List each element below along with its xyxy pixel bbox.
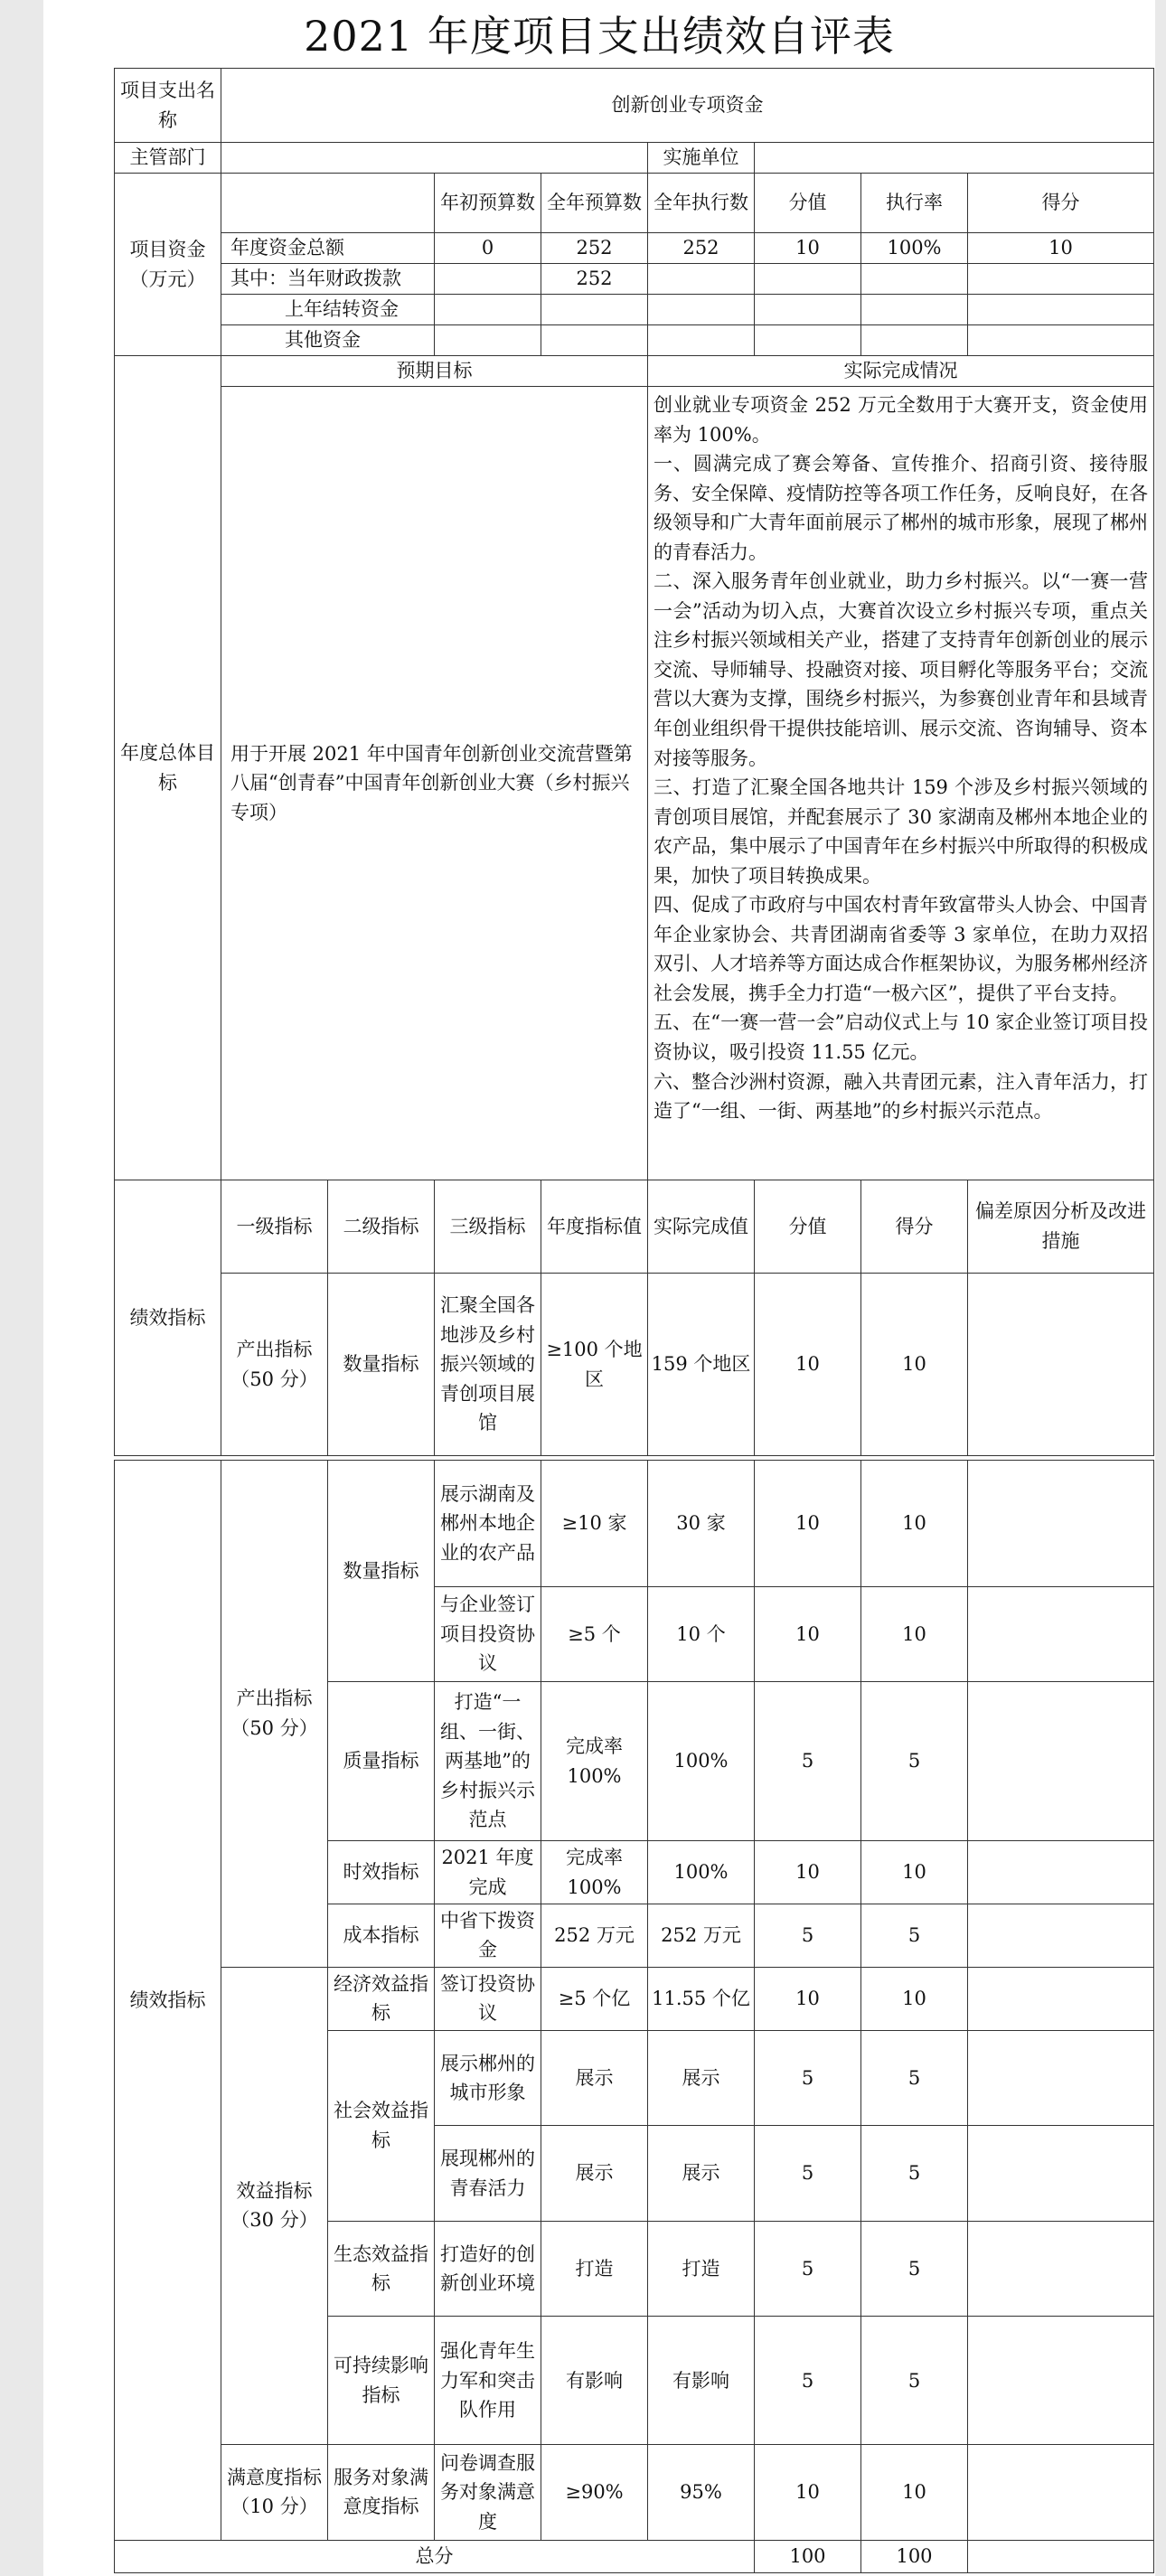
perf-target: ≥90% [541, 2445, 648, 2541]
performance-table-2 [114, 1460, 1154, 2573]
perf-deviation [968, 1904, 1154, 1967]
dept-value [221, 143, 648, 174]
funds-cell [648, 264, 755, 295]
funds-cell: 252 [541, 264, 648, 295]
perf2-label: 绩效指标 [115, 1461, 221, 2541]
funds-cell [861, 295, 968, 325]
perf-target: ≥5 个 [541, 1586, 648, 1682]
perf-header: 二级指标 [328, 1180, 435, 1274]
perf-actual: 30 家 [648, 1461, 755, 1587]
perf-score: 10 [755, 1967, 861, 2030]
funds-cell [755, 264, 861, 295]
total-got: 100 [861, 2540, 968, 2572]
funds-cell: 252 [648, 233, 755, 264]
performance-table-1 [114, 1180, 1154, 1456]
perf-target: 252 万元 [541, 1904, 648, 1967]
funds-row-label: 年度资金总额 [221, 233, 435, 264]
page-title: 2021 年度项目支出绩效自评表 [304, 12, 895, 61]
perf-target: ≥10 家 [541, 1461, 648, 1587]
perf-l3: 打造好的创新创业环境 [435, 2221, 541, 2317]
perf-got: 10 [861, 1461, 968, 1587]
perf-actual: 展示 [648, 2030, 755, 2126]
perf-score: 5 [755, 1904, 861, 1967]
perf-got: 5 [861, 2126, 968, 2222]
funds-row-label: 其中：当年财政拨款 [221, 264, 435, 295]
perf-l3: 打造“一组、一街、两基地”的乡村振兴示范点 [435, 1682, 541, 1841]
perf-actual: 159 个地区 [648, 1274, 755, 1456]
total-label: 总分 [115, 2540, 755, 2572]
funds-cell: 0 [435, 233, 541, 264]
perf-got: 10 [861, 1840, 968, 1904]
actual-completion-text [648, 387, 1154, 1180]
funds-header-blank [221, 174, 435, 233]
perf-header: 三级指标 [435, 1180, 541, 1274]
perf-actual: 95% [648, 2445, 755, 2541]
perf-target: 完成率100% [541, 1840, 648, 1904]
perf-l3: 2021 年度完成 [435, 1840, 541, 1904]
funds-cell [435, 264, 541, 295]
perf-l3: 签订投资协议 [435, 1967, 541, 2030]
perf-l3: 问卷调查服务对象满意度 [435, 2445, 541, 2541]
impl-label: 实施单位 [648, 143, 755, 174]
actual-paragraph: 二、深入服务青年创业就业，助力乡村振兴。以“一赛一营一会”活动为切入点，大赛首次设立乡村振兴专项，重点关注乡村振兴领域相关产业，搭建了支持青年创新创业的展示交流、导师辅导、投融资对接、项目孵化等服务平台；交流营以大赛为支撑，围绕乡村振兴，为参赛创业青年和县域青年创业组织骨干提供技能培训、展示交流、咨询辅导、资本对接等服务。 [654, 570, 1148, 769]
perf-score: 5 [755, 2126, 861, 2222]
perf-score: 5 [755, 2221, 861, 2317]
summary-table [114, 68, 1154, 1180]
perf-deviation [968, 2445, 1154, 2541]
funds-cell: 10 [755, 233, 861, 264]
funds-cell [648, 325, 755, 356]
project-name-value: 创新创业专项资金 [221, 69, 1154, 143]
perf-score: 10 [755, 1840, 861, 1904]
perf-score: 5 [755, 2317, 861, 2445]
perf-actual: 有影响 [648, 2317, 755, 2445]
funds-cell: 100% [861, 233, 968, 264]
perf-l2: 时效指标 [328, 1840, 435, 1904]
perf-got: 5 [861, 1682, 968, 1841]
perf-target: 展示 [541, 2126, 648, 2222]
perf-actual: 展示 [648, 2126, 755, 2222]
perf-l2: 服务对象满意度指标 [328, 2445, 435, 2541]
funds-cell [968, 295, 1154, 325]
perf-header: 得分 [861, 1180, 968, 1274]
perf-score: 5 [755, 1682, 861, 1841]
total-deviation [968, 2540, 1154, 2572]
perf-got: 5 [861, 2030, 968, 2126]
actual-paragraph: 六、整合沙洲村资源，融入共青团元素，注入青年活力，打造了“一组、一街、两基地”的乡村振兴示范点。 [654, 1070, 1148, 1123]
perf-l3: 强化青年生力军和突击队作用 [435, 2317, 541, 2445]
actual-paragraph: 五、在“一赛一营一会”启动仪式上与 10 家企业签订项目投资协议，吸引投资 11.55 亿元。 [654, 1011, 1148, 1064]
actual-paragraph: 四、促成了市政府与中国农村青年致富带头人协会、中国青年企业家协会、共青团湖南省委等 3 家单位，在助力双招双引、人才培养等方面达成合作框架协议，为服务郴州经济社会发展，携手全力打造“一极六区”，提供了平台支持。 [654, 894, 1148, 1004]
funds-col-header: 得分 [968, 174, 1154, 233]
perf-score: 10 [755, 1586, 861, 1682]
perf-actual: 100% [648, 1682, 755, 1841]
actual-completion-header: 实际完成情况 [648, 356, 1154, 387]
funds-cell [541, 295, 648, 325]
perf-l3: 展示郴州的城市形象 [435, 2030, 541, 2126]
perf-got: 5 [861, 2317, 968, 2445]
perf-deviation [968, 1967, 1154, 2030]
perf-actual: 打造 [648, 2221, 755, 2317]
perf-deviation [968, 2317, 1154, 2445]
funds-col-header: 分值 [755, 174, 861, 233]
perf-l2: 可持续影响指标 [328, 2317, 435, 2445]
perf-actual: 252 万元 [648, 1904, 755, 1967]
funds-cell [755, 295, 861, 325]
perf-l2: 经济效益指标 [328, 1967, 435, 2030]
funds-cell [861, 264, 968, 295]
perf-header: 偏差原因分析及改进措施 [968, 1180, 1154, 1274]
perf-l3: 展现郴州的青春活力 [435, 2126, 541, 2222]
perf-deviation [968, 1586, 1154, 1682]
funds-cell: 252 [541, 233, 648, 264]
perf-l2: 社会效益指标 [328, 2030, 435, 2221]
funds-cell [755, 325, 861, 356]
funds-col-header: 执行率 [861, 174, 968, 233]
perf-score: 10 [755, 1274, 861, 1456]
perf-got: 10 [861, 2445, 968, 2541]
perf-l2: 数量指标 [328, 1274, 435, 1456]
funds-cell [648, 295, 755, 325]
perf-target: ≥100 个地区 [541, 1274, 648, 1456]
perf-l3: 汇聚全国各地涉及乡村振兴领域的青创项目展馆 [435, 1274, 541, 1456]
output-indicator-label: 产出指标（50 分） [221, 1461, 328, 1968]
perf-target: 展示 [541, 2030, 648, 2126]
funds-col-header: 全年执行数 [648, 174, 755, 233]
perf-deviation [968, 2030, 1154, 2126]
perf-target: 打造 [541, 2221, 648, 2317]
perf-got: 10 [861, 1586, 968, 1682]
perf-actual: 11.55 个亿 [648, 1967, 755, 2030]
expected-goal-header: 预期目标 [221, 356, 648, 387]
perf-l2: 质量指标 [328, 1682, 435, 1841]
total-score: 100 [755, 2540, 861, 2572]
perf-got: 10 [861, 1967, 968, 2030]
funds-cell [541, 325, 648, 356]
funds-label: 项目资金（万元） [115, 174, 221, 356]
benefit-indicator-label: 效益指标（30 分） [221, 1967, 328, 2445]
funds-row-label: 上年结转资金 [221, 295, 435, 325]
funds-cell: 10 [968, 233, 1154, 264]
actual-paragraph: 三、打造了汇聚全国各地共计 159 个涉及乡村振兴领域的青创项目展馆，并配套展示了 30 家湖南及郴州本地企业的农产品，集中展示了中国青年在乡村振兴中所取得的积极成果，加快了项目转换成果。 [654, 776, 1148, 887]
perf-header: 实际完成值 [648, 1180, 755, 1274]
perf-deviation [968, 1461, 1154, 1587]
perf-actual: 100% [648, 1840, 755, 1904]
perf-score: 10 [755, 1461, 861, 1587]
project-name-label: 项目支出名称 [115, 69, 221, 143]
perf-l2: 数量指标 [328, 1461, 435, 1682]
dept-label: 主管部门 [115, 143, 221, 174]
perf-target: 有影响 [541, 2317, 648, 2445]
perf-got: 10 [861, 1274, 968, 1456]
perf-score: 5 [755, 2030, 861, 2126]
funds-row-label: 其他资金 [221, 325, 435, 356]
perf-actual: 10 个 [648, 1586, 755, 1682]
perf-label: 绩效指标 [115, 1180, 221, 1456]
funds-col-header: 年初预算数 [435, 174, 541, 233]
perf-got: 5 [861, 2221, 968, 2317]
funds-cell [968, 264, 1154, 295]
goals-label: 年度总体目标 [115, 356, 221, 1180]
funds-cell [861, 325, 968, 356]
perf-header: 年度指标值 [541, 1180, 648, 1274]
perf-l3: 展示湖南及郴州本地企业的农产品 [435, 1461, 541, 1587]
perf-deviation [968, 2126, 1154, 2222]
perf-deviation [968, 1840, 1154, 1904]
perf-deviation [968, 1274, 1154, 1456]
perf-got: 5 [861, 1904, 968, 1967]
perf-header: 分值 [755, 1180, 861, 1274]
satisfaction-indicator-label: 满意度指标（10 分） [221, 2445, 328, 2541]
funds-cell [435, 325, 541, 356]
perf-target: 完成率100% [541, 1682, 648, 1841]
funds-col-header: 全年预算数 [541, 174, 648, 233]
perf-header: 一级指标 [221, 1180, 328, 1274]
perf-deviation [968, 2221, 1154, 2317]
perf-l2: 生态效益指标 [328, 2221, 435, 2317]
perf-l2: 成本指标 [328, 1904, 435, 1967]
funds-cell [968, 325, 1154, 356]
perf-deviation [968, 1682, 1154, 1841]
expected-goal-text: 用于开展 2021 年中国青年创新创业交流营暨第八届“创青春”中国青年创新创业大赛（乡村振兴专项） [221, 387, 648, 1180]
perf-l1: 产出指标（50 分） [221, 1274, 328, 1456]
perf-score: 10 [755, 2445, 861, 2541]
perf-l3: 中省下拨资金 [435, 1904, 541, 1967]
impl-value [755, 143, 1154, 174]
actual-paragraph: 创业就业专项资金 252 万元全数用于大赛开支，资金使用率为 100%。 [654, 394, 1148, 446]
actual-paragraph: 一、圆满完成了赛会筹备、宣传推介、招商引资、接待服务、安全保障、疫情防控等各项工作任务，反响良好，在各级领导和广大青年面前展示了郴州的城市形象，展现了郴州的青春活力。 [654, 453, 1148, 563]
funds-cell [435, 295, 541, 325]
perf-l3: 与企业签订项目投资协议 [435, 1586, 541, 1682]
perf-target: ≥5 个亿 [541, 1967, 648, 2030]
